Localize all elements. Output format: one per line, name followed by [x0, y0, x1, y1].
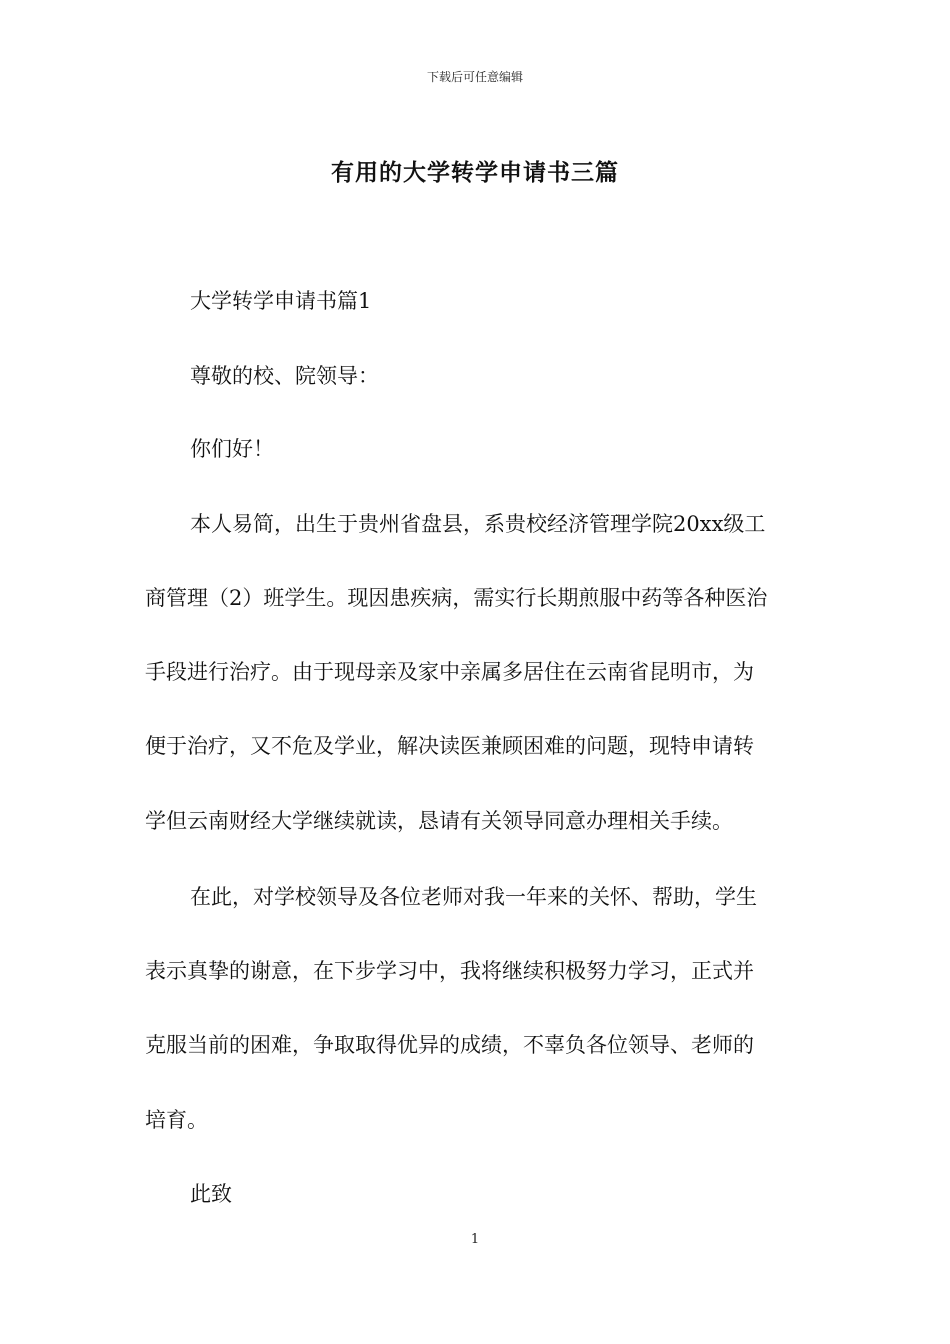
greeting: 你们好！: [190, 437, 274, 461]
paragraph-1-line-4: 便于治疗，又不危及学业，解决读医兼顾困难的问题，现特申请转: [145, 734, 754, 758]
paragraph-2-line-1: 在此，对学校领导及各位老师对我一年来的关怀、帮助，学生: [190, 885, 757, 909]
paragraph-1-line-2: 商管理（2）班学生。现因患疾病，需实行长期煎服中药等各种医治: [145, 586, 768, 610]
paragraph-1-line-1: 本人易简，出生于贵州省盘县，系贵校经济管理学院20xx级工: [190, 512, 766, 536]
closing: 此致: [190, 1182, 232, 1206]
paragraph-1-line-5: 学但云南财经大学继续就读，恳请有关领导同意办理相关手续。: [145, 809, 733, 833]
header-note: 下载后可任意编辑: [426, 70, 523, 84]
page-number: 1: [470, 1232, 480, 1247]
paragraph-2-line-3: 克服当前的困难，争取取得优异的成绩，不辜负各位领导、老师的: [145, 1033, 754, 1057]
salutation: 尊敬的校、院领导：: [190, 364, 379, 388]
paragraph-2-line-2: 表示真挚的谢意，在下步学习中，我将继续积极努力学习，正式并: [145, 959, 754, 983]
section-heading: 大学转学申请书篇1: [190, 289, 372, 313]
paragraph-1-line-3: 手段进行治疗。由于现母亲及家中亲属多居住在云南省昆明市，为: [145, 660, 754, 684]
paragraph-2-line-4: 培育。: [145, 1108, 208, 1132]
document-title: 有用的大学转学申请书三篇: [331, 160, 619, 186]
